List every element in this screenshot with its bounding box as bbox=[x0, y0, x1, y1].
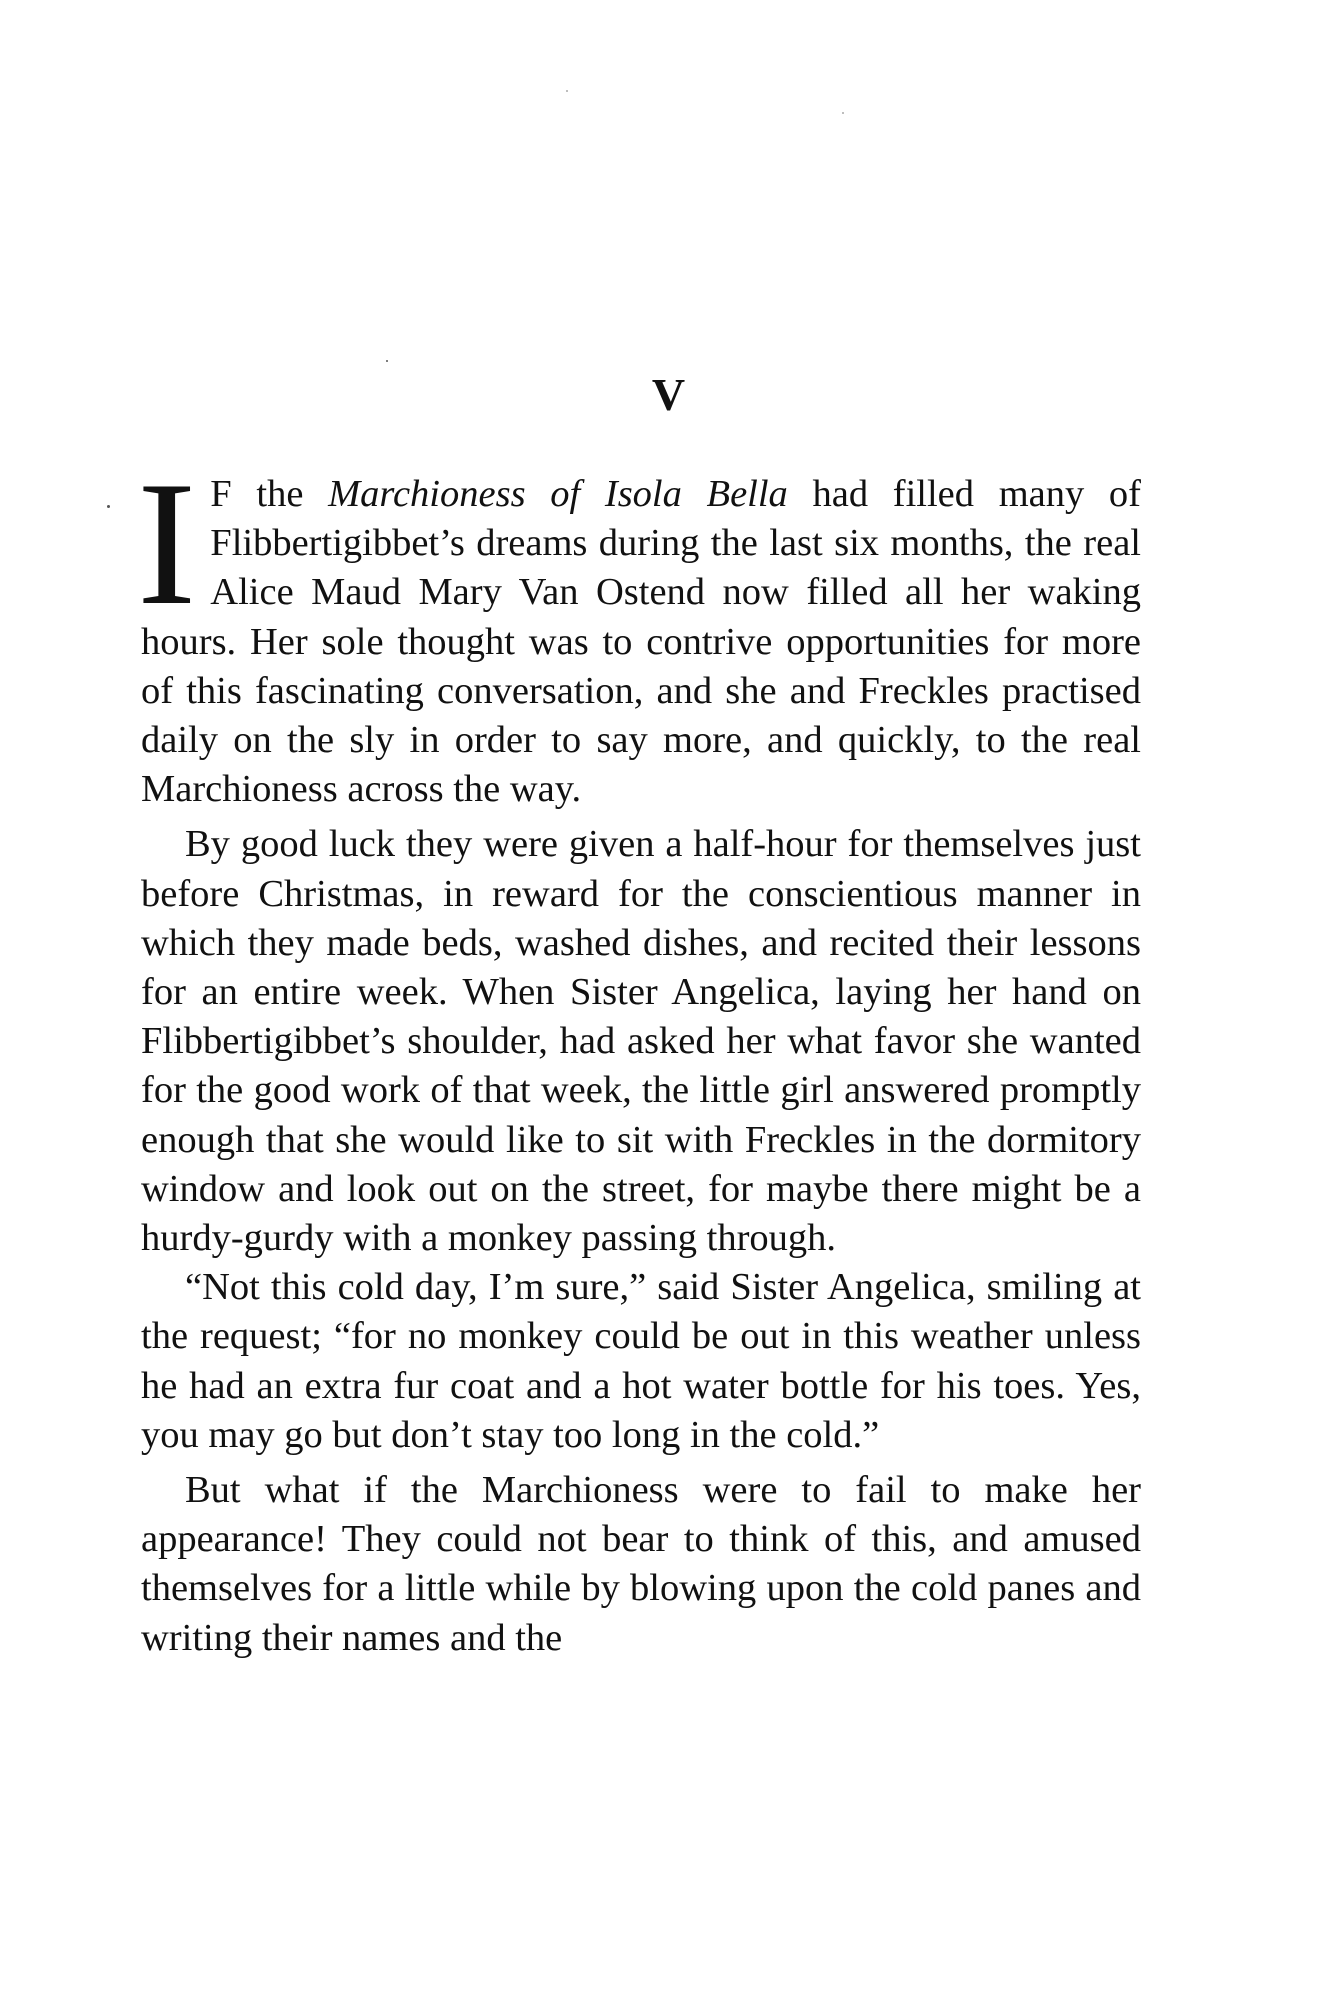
scan-speck bbox=[842, 112, 844, 114]
paragraph-1-rest: had filled many of Flibbertigibbet’s dreams during the last six months, the real Alice Maud Mary Van Ostend now filled all her waking hours. Her sole thought was to contrive opportunities for more of this fascinating conversation, and she and Freckles practised daily on the sly in order to say more, and quickly, to the real Marchioness across the way. bbox=[141, 473, 1141, 811]
paragraph-3: “Not this cold day, I’m sure,” said Sister Angelica, smiling at the request; “for no monkey could be out in this weather unless he had an extra fur coat and a hot water bottle for his toes. Yes, you may go but don’t stay too long in the cold.” bbox=[141, 1266, 1141, 1456]
drop-cap: I bbox=[137, 444, 197, 642]
chapter-number: V bbox=[651, 369, 686, 420]
paragraph-1-lead: F the bbox=[210, 473, 329, 515]
scan-speck bbox=[566, 90, 568, 92]
paragraph-2: By good luck they were given a half-hour for themselves just before Christmas, in reward for the conscientious manner in which they made beds, washed dishes, and recited their lessons for an entire week. When Sister Angelica, laying her hand on Flibbertigibbet’s shoulder, had asked her what favor she wanted for the good work of that week, the little girl answered promptly enough that she would like to sit with Freckles in the dormitory window and look out on the street, for maybe there might be a hurdy-gurdy with a monkey passing through. bbox=[141, 823, 1141, 1260]
body-text bbox=[137, 444, 1141, 1663]
paragraph-1 bbox=[137, 444, 1141, 814]
paragraph-4: But what if the Marchioness were to fail to make her appearance! They could not bear to think of this, and amused themselves for a little while by blowing upon the cold panes and writing their names and the bbox=[141, 1469, 1141, 1659]
scan-speck bbox=[386, 360, 388, 362]
paragraph-1-italic-title: Marchioness of Isola Bella bbox=[328, 473, 788, 515]
scan-speck bbox=[107, 505, 110, 508]
